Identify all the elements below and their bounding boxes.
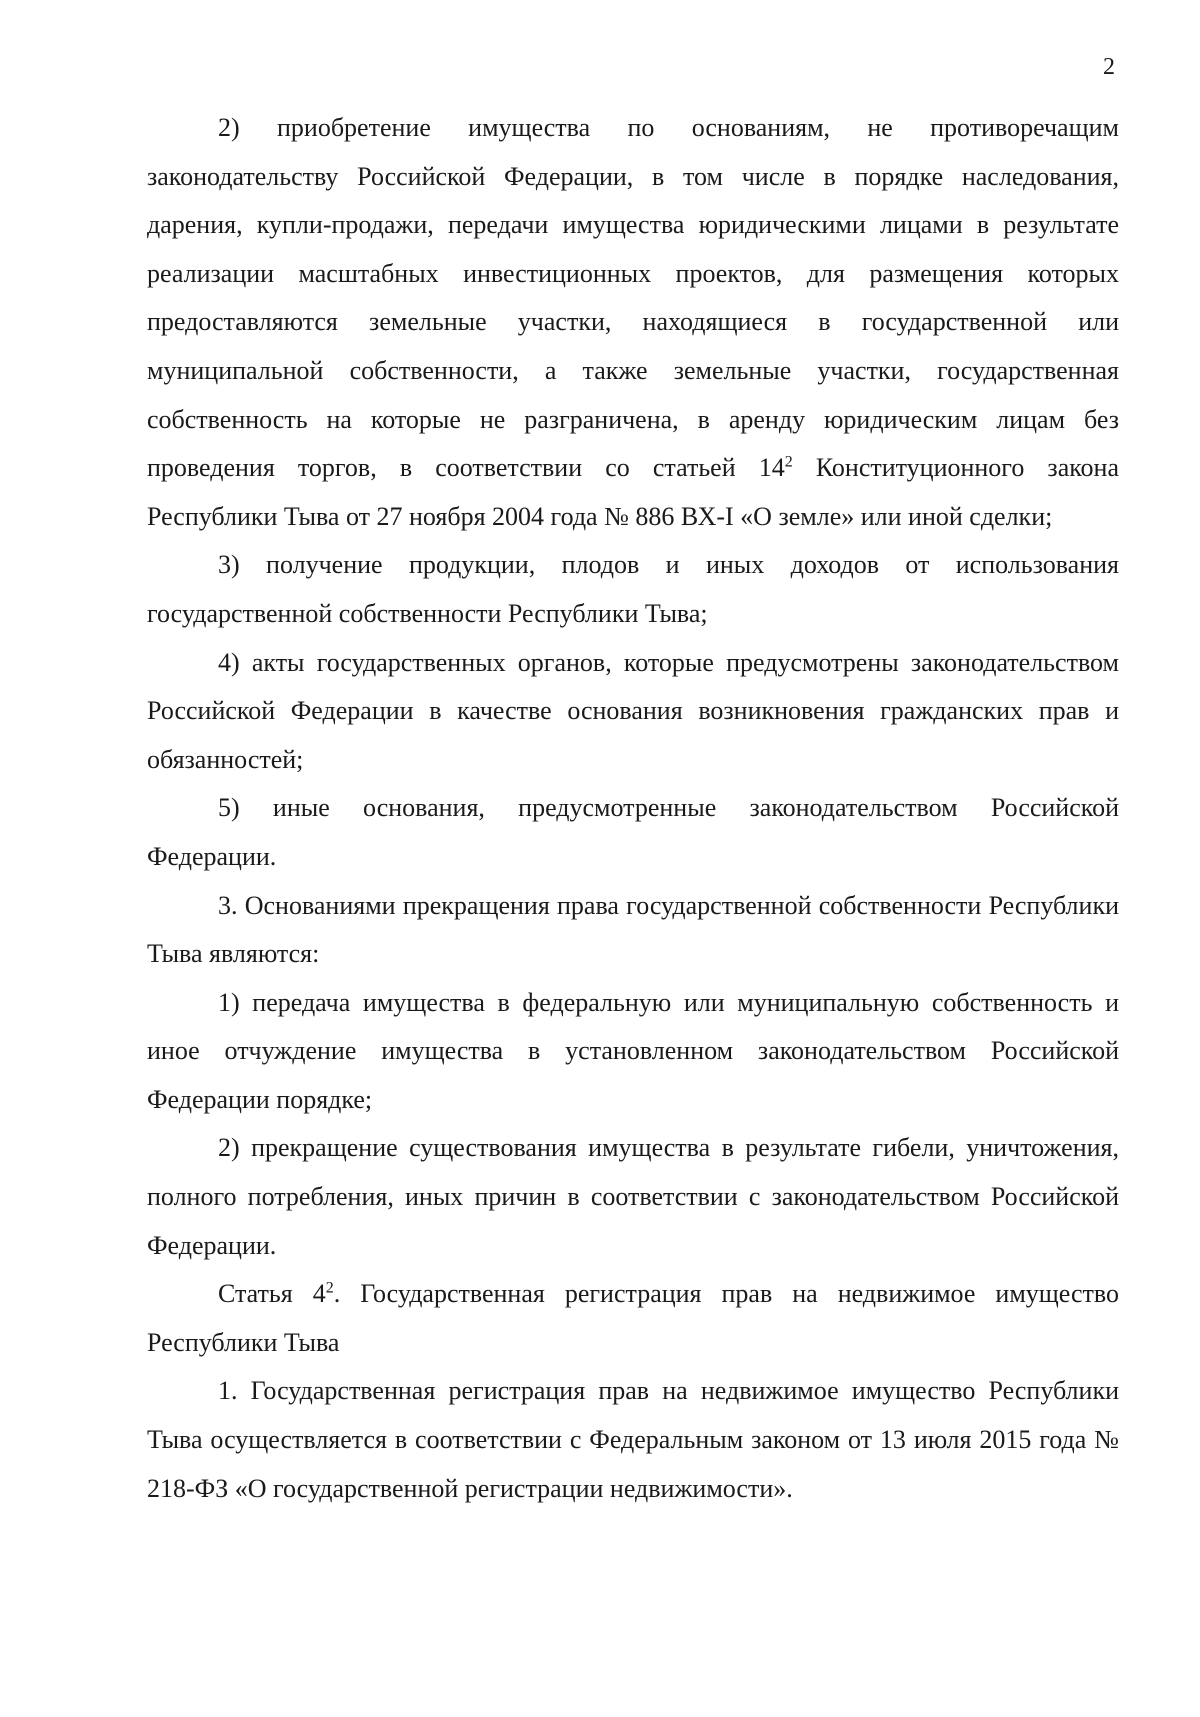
- paragraph-termination-grounds: 3. Основаниями прекращения права государственной собственности Республики Тыва являются:: [147, 890, 1119, 969]
- paragraph-registration: 1. Государственная регистрация прав на недвижимое имущество Республики Тыва осуществляется в соответствии с Федеральным законом от 13 июля 2015 года № 218-ФЗ «О государственной регистрации недвижимости».: [147, 1376, 1119, 1503]
- paragraph-acquisition-grounds: [147, 104, 1119, 541]
- paragraph-cessation: 2) прекращение существования имущества в результате гибели, уничтожения, полного потребления, иных причин в соответствии с законодательством Российской Федерации.: [147, 1133, 1119, 1260]
- paragraph-text: 2) приобретение имущества по основаниям, не противоречащим законодательству Российской Федерации, в том числе в порядке наследования, дарения, купли-продажи, передачи имущества юридическими лицами в результате реализации масштабных инвестиционных проектов, для размещения которых предоставляются земельные участки, находящиеся в государственной или муниципальной собственности, а также земельные участки, государственная собственность на которые не разграничена, в аренду юридическим лицам без проведения торгов, в соответствии со статьей 14: [147, 113, 1119, 483]
- paragraph-transfer: 1) передача имущества в федеральную или муниципальную собственность и иное отчуждение имущества в установленном законодательством Российской Федерации порядке;: [147, 987, 1119, 1114]
- article-title: . Государственная регистрация прав на недвижимое имущество Республики Тыва: [147, 1279, 1119, 1357]
- article-superscript: 2: [325, 1279, 334, 1297]
- paragraph-text-tail: Конституционного закона Республики Тыва от 27 ноября 2004 года № 886 ВХ-I «О земле» или иной сделки;: [147, 453, 1120, 531]
- article-heading: [147, 1270, 1119, 1367]
- paragraph-income: 3) получение продукции, плодов и иных доходов от использования государственной собственности Республики Тыва;: [147, 550, 1119, 628]
- paragraph-state-acts: 4) акты государственных органов, которые предусмотрены законодательством Российской Федерации в качестве основания возникновения гражданских прав и обязанностей;: [147, 647, 1119, 774]
- page-number: 2: [1103, 54, 1115, 80]
- paragraph-other-grounds: 5) иные основания, предусмотренные законодательством Российской Федерации.: [147, 793, 1119, 871]
- document-body: [147, 104, 1119, 1513]
- article-prefix: Статья 4: [218, 1279, 326, 1309]
- superscript: 2: [784, 453, 793, 471]
